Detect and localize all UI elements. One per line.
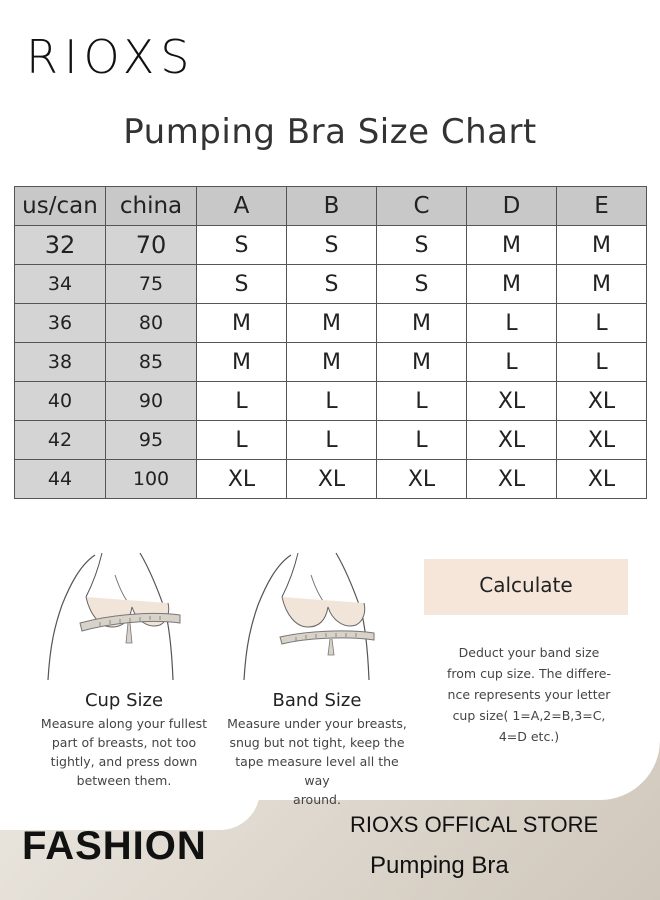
calculate-line: from cup size. The differe- (447, 666, 611, 681)
calculate-line: 4=D etc.) (498, 729, 560, 744)
header-cell: E (557, 187, 647, 226)
size-chart-table (14, 186, 647, 499)
table-cell: M (287, 343, 377, 382)
table-cell: M (197, 343, 287, 382)
band-size-line: Measure under your breasts, (227, 716, 407, 731)
table-cell: XL (467, 382, 557, 421)
table-cell: L (377, 421, 467, 460)
table-cell: 95 (106, 421, 197, 460)
calculate-line: Deduct your band size (458, 645, 600, 660)
band-size-title: Band Size (272, 690, 362, 711)
table-cell: L (197, 382, 287, 421)
fashion-label: FASHION (22, 824, 207, 868)
table-cell: L (377, 382, 467, 421)
cup-size-line: part of breasts, not too (51, 735, 197, 750)
header-cell: C (377, 187, 467, 226)
cup-size-line: between them. (76, 773, 172, 788)
table-cell: XL (377, 460, 467, 499)
page-title: Pumping Bra Size Chart (123, 112, 537, 152)
table-cell: M (197, 304, 287, 343)
product-name: Pumping Bra (370, 852, 509, 879)
band-size-line: around. (293, 792, 341, 807)
table-cell: M (377, 304, 467, 343)
table-cell: 100 (106, 460, 197, 499)
table-header-row (15, 187, 647, 226)
table-row (15, 421, 647, 460)
table-cell: S (377, 265, 467, 304)
table-cell: 44 (15, 460, 106, 499)
table-cell: M (467, 265, 557, 304)
table-cell: S (197, 226, 287, 265)
table-cell: S (377, 226, 467, 265)
table-cell: L (557, 304, 647, 343)
table-cell: 42 (15, 421, 106, 460)
calculate-line: cup size( 1=A,2=B,3=C, (452, 708, 606, 723)
table-row (15, 226, 647, 265)
table-cell: XL (557, 421, 647, 460)
table-cell: L (287, 421, 377, 460)
table-cell: 36 (15, 304, 106, 343)
table-row (15, 460, 647, 499)
table-cell: M (287, 304, 377, 343)
band-size-line: snug but not tight, keep the (229, 735, 405, 750)
band-size-line: tape measure level all the way (235, 754, 399, 788)
table-cell: S (197, 265, 287, 304)
header-cell: china (106, 187, 197, 226)
table-row (15, 265, 647, 304)
table-cell: XL (467, 460, 557, 499)
table-cell: S (287, 226, 377, 265)
header-cell: D (467, 187, 557, 226)
calculate-instructions (438, 642, 620, 747)
table-cell: L (467, 343, 557, 382)
header-cell: us/can (15, 187, 106, 226)
table-cell: L (287, 382, 377, 421)
table-cell: S (287, 265, 377, 304)
table-cell: 75 (106, 265, 197, 304)
table-cell: M (377, 343, 467, 382)
band-size-illustration (236, 545, 396, 685)
cup-size-instructions (36, 714, 212, 790)
table-cell: XL (557, 460, 647, 499)
table-cell: XL (287, 460, 377, 499)
table-cell: 32 (15, 226, 106, 265)
table-cell: 80 (106, 304, 197, 343)
table-cell: M (557, 265, 647, 304)
cup-size-line: tightly, and press down (50, 754, 198, 769)
cup-size-line: Measure along your fullest (40, 716, 208, 731)
table-cell: XL (467, 421, 557, 460)
header-cell: A (197, 187, 287, 226)
table-cell: 70 (106, 226, 197, 265)
table-cell: 34 (15, 265, 106, 304)
calculate-box (424, 559, 628, 615)
table-cell: 38 (15, 343, 106, 382)
cup-size-illustration (40, 545, 200, 685)
calculate-label: Calculate (479, 573, 573, 597)
brand-logo: RIOXS (26, 30, 196, 84)
table-cell: M (557, 226, 647, 265)
table-cell: 90 (106, 382, 197, 421)
cup-size-title: Cup Size (84, 690, 164, 711)
table-cell: 85 (106, 343, 197, 382)
table-cell: L (557, 343, 647, 382)
calculate-line: nce represents your letter (447, 687, 611, 702)
table-cell: XL (197, 460, 287, 499)
table-row (15, 343, 647, 382)
table-cell: 40 (15, 382, 106, 421)
table-cell: L (197, 421, 287, 460)
store-name: RIOXS OFFICAL STORE (350, 812, 599, 837)
table-cell: XL (557, 382, 647, 421)
header-cell: B (287, 187, 377, 226)
table-row (15, 382, 647, 421)
band-size-instructions (222, 714, 412, 809)
table-cell: L (467, 304, 557, 343)
table-cell: M (467, 226, 557, 265)
table-row (15, 304, 647, 343)
